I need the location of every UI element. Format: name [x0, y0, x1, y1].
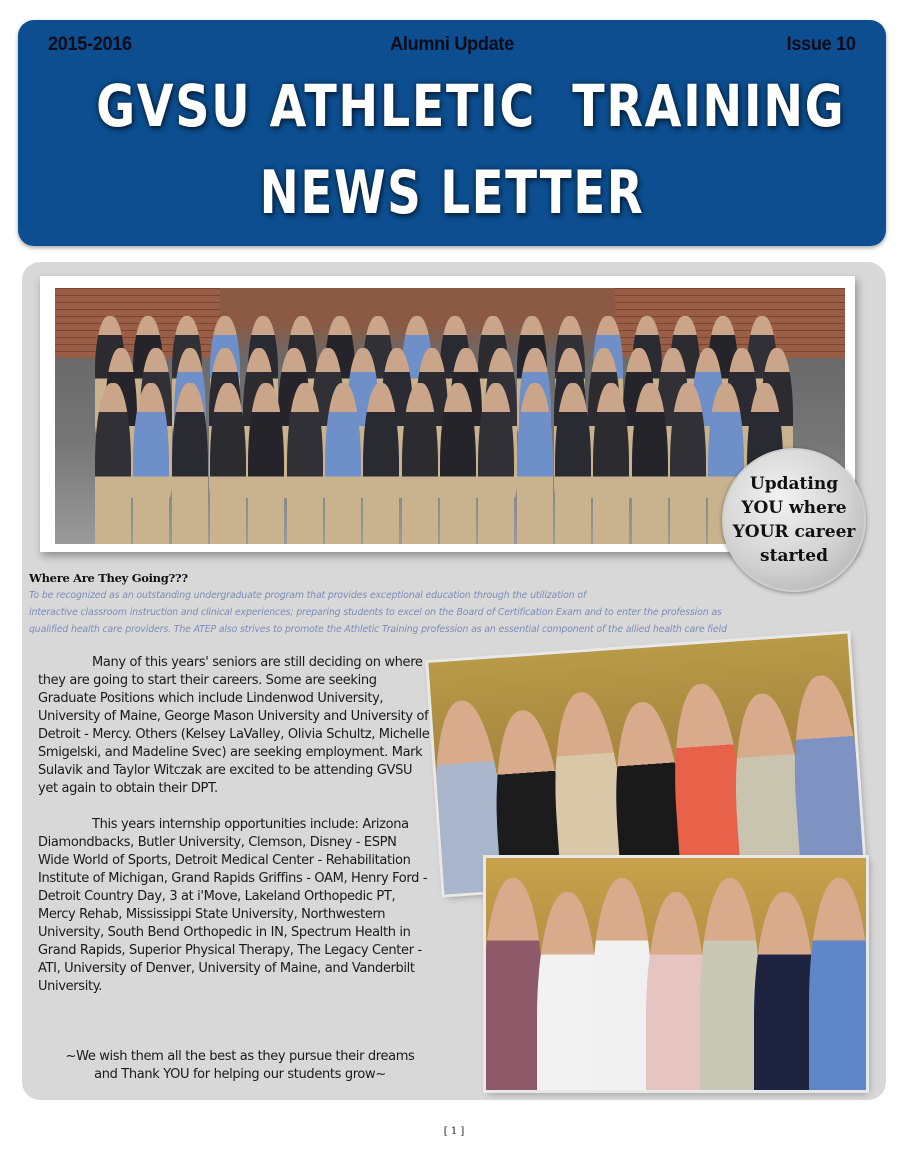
group-crowd [95, 308, 795, 544]
tagline-line: started [760, 546, 828, 566]
group-person [95, 383, 131, 544]
closing-message [30, 1048, 450, 1084]
mission-line: interactive classroom instruction and clinical experiences; preparing students to excel on the Board of Certification Exam and to enter the profession as [29, 607, 722, 618]
tagline-line: YOUR career [732, 522, 856, 542]
group-person [632, 383, 668, 544]
tagline-text [733, 472, 856, 568]
photo-person [754, 892, 814, 1090]
group-person [133, 383, 169, 544]
internships-paragraph: This years internship opportunities include: Arizona Diamondbacks, Butler University, Clemson, Disney - ESPN Wide World of Sports, Detroit Medical Center - Rehabilitation Institute of Michigan, Grand Rapids Griffins - OAM, Henry Ford -Detroit Country Day, 3 at i'Move, Lakeland Orthopedic PT, Mercy Rehab, Mississippi State University, Northwestern University, South Bend Orthopedic in IN, Spectrum Health in Grand Rapids, Superior Physical Therapy, The Legacy Center - ATI, University of Denver, University of Maine, and Vanderbilt University. [38, 817, 428, 994]
group-person [172, 383, 208, 544]
photo-person [486, 878, 543, 1090]
section-heading: Where Are They Going??? [29, 571, 188, 585]
group-person [210, 383, 246, 544]
tagline-badge [722, 448, 866, 592]
newsletter-title-line-2: NEWS LETTER [259, 158, 645, 228]
group-person [555, 383, 591, 544]
group-person [325, 383, 361, 544]
edition-label: Alumni Update [390, 34, 514, 55]
article-body [38, 654, 430, 996]
mission-statement [29, 587, 879, 638]
mission-line: To be recognized as an outstanding undergraduate program that provides exceptional education through the utilization of [29, 590, 587, 601]
masthead-banner [18, 20, 886, 246]
photo-person [537, 892, 597, 1090]
photo-person [809, 878, 866, 1090]
volume-year: 2015-2016 [48, 34, 132, 55]
photo-person [592, 878, 652, 1090]
mission-line: qualified health care providers. The ATEP also strives to promote the Athletic Training profession as an essential component of the allied health care field [29, 624, 727, 635]
photo-person [700, 878, 760, 1090]
seniors-photo-top [428, 634, 863, 895]
closing-line: and Thank YOU for helping our students grow~ [94, 1067, 386, 1082]
group-person [402, 383, 438, 544]
group-person [670, 383, 706, 544]
tagline-line: Updating [749, 474, 839, 494]
group-person [517, 383, 553, 544]
closing-line: ~We wish them all the best as they pursue their dreams [65, 1049, 415, 1064]
seniors-paragraph: Many of this years' seniors are still deciding on where they are going to start their careers. Some are seeking Graduate Positions which include Lindenwod University, University of Maine, George Mason University and University of Detroit - Mercy. Others (Kelsey LaValley, Olivia Schultz, Michelle Smigelski, and Madeline Svec) are seeking employment. Mark Sulavik and Taylor Witczak are excited to be attending GVSU yet again to obtain their DPT. [38, 655, 430, 796]
issue-number: Issue 10 [787, 34, 856, 55]
newsletter-title-line-1: GVSU ATHLETIC TRAINING [96, 72, 846, 140]
page-number: [ 1 ] [443, 1126, 465, 1137]
tagline-line: YOU where [741, 498, 847, 518]
group-person [593, 383, 629, 544]
group-person [440, 383, 476, 544]
group-person [363, 383, 399, 544]
seniors-photo-bottom [486, 858, 866, 1090]
group-person [478, 383, 514, 544]
photo-person [646, 892, 706, 1090]
group-person [287, 383, 323, 544]
group-person [248, 383, 284, 544]
masthead-meta-row [48, 34, 856, 60]
